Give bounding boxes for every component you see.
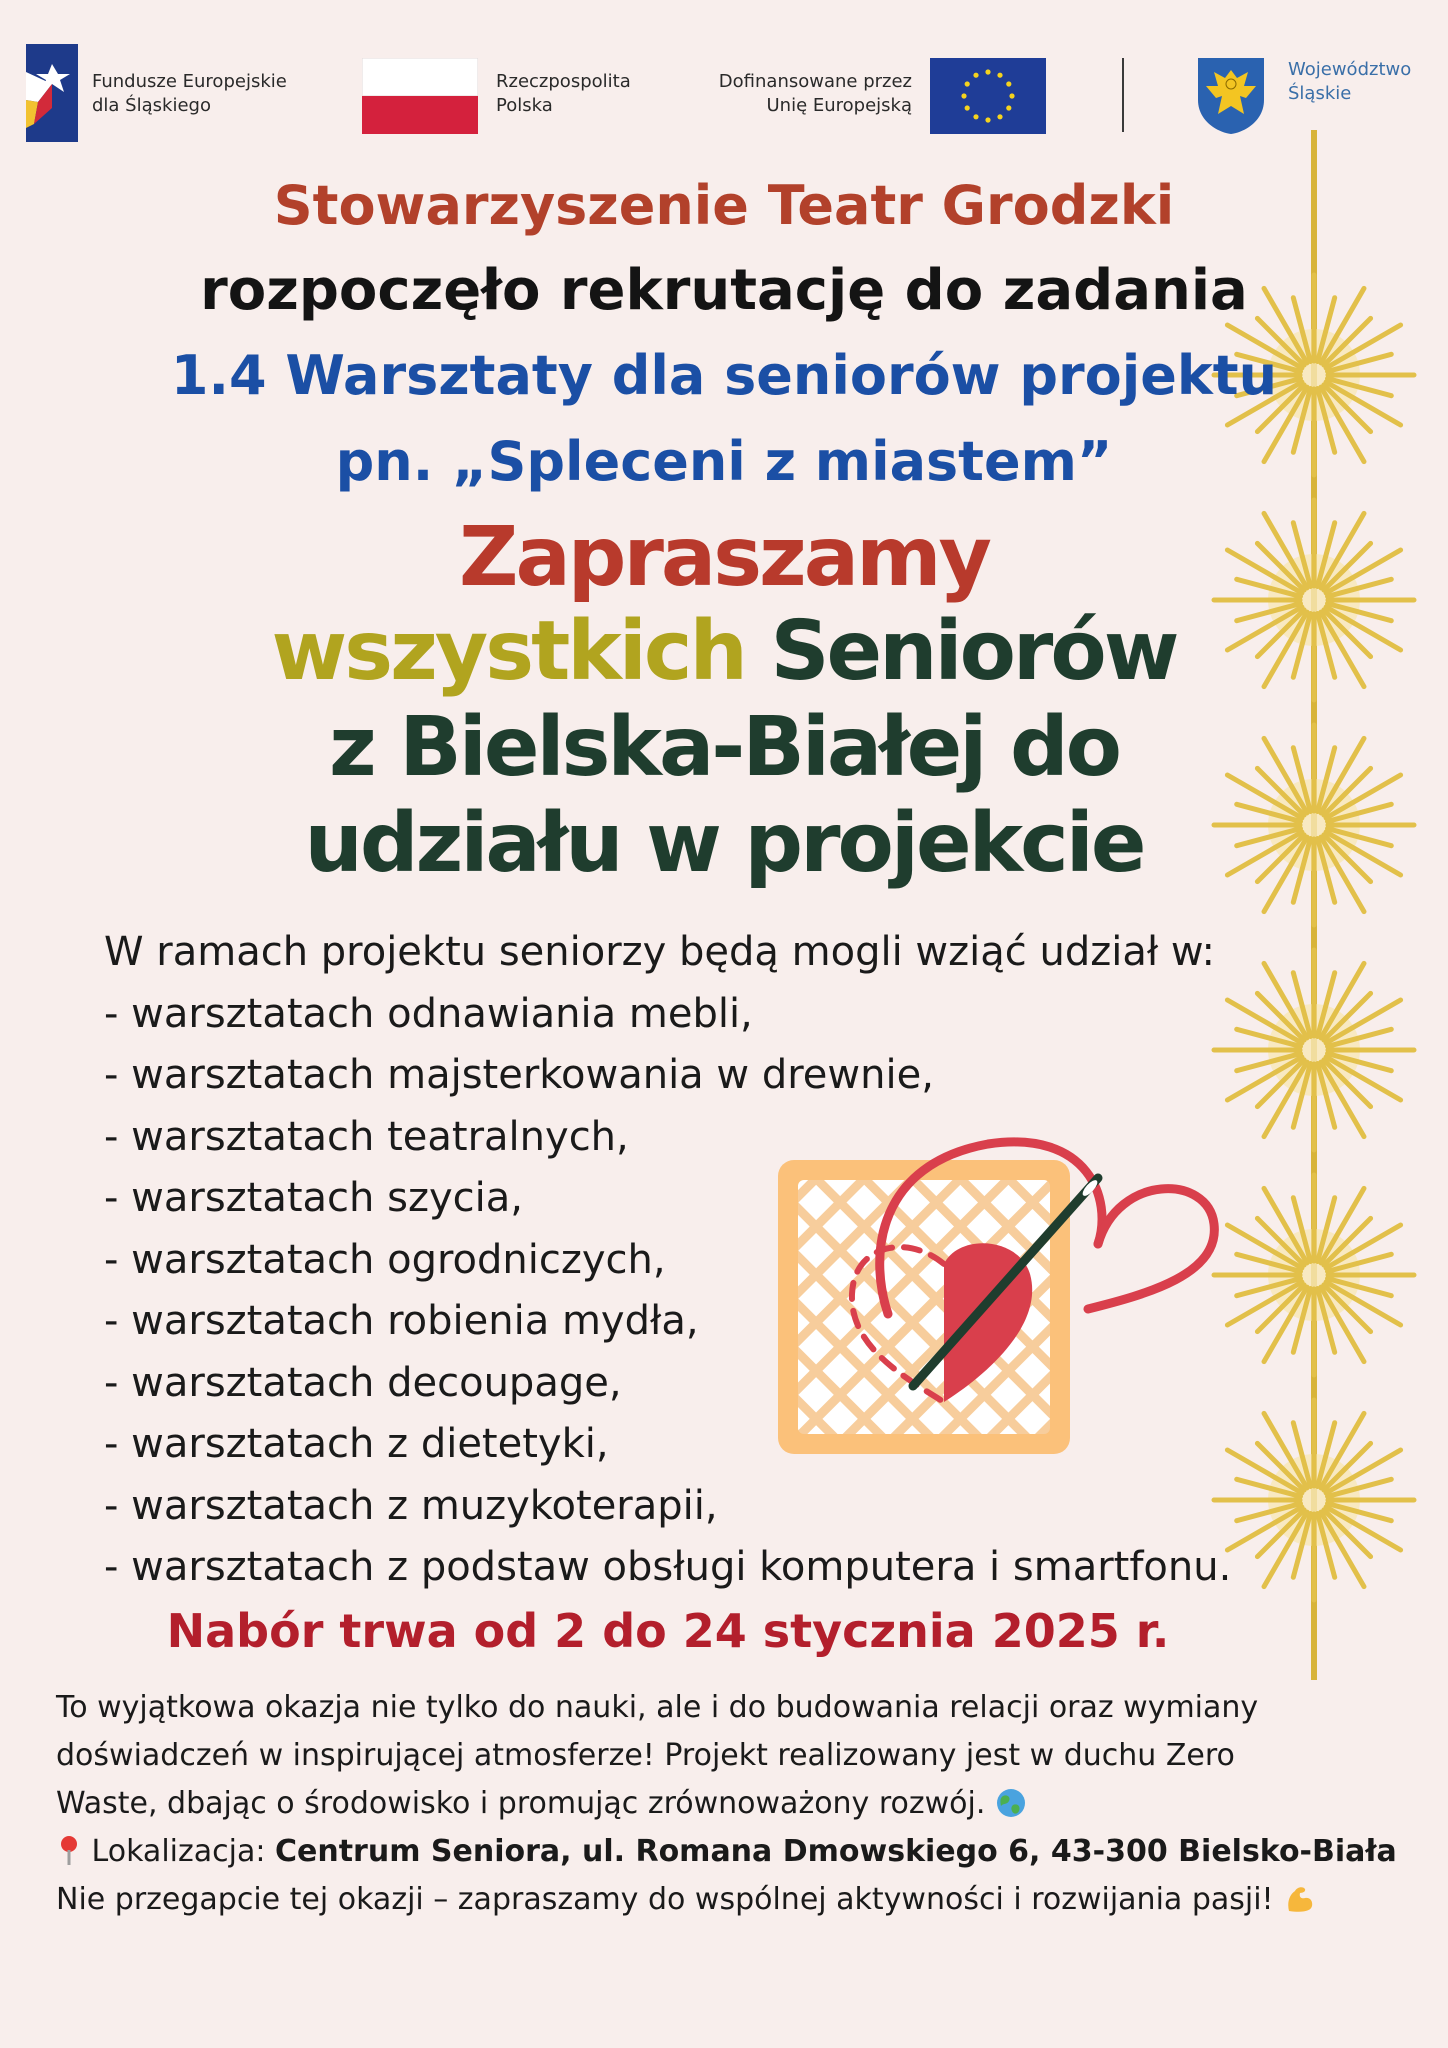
fe-logo-text <box>92 70 332 118</box>
closing-line <box>56 1876 1436 1924</box>
eu-flag-icon <box>930 58 1046 134</box>
header-divider <box>1122 58 1124 132</box>
ue-logo-line: Dofinansowane przez <box>718 71 912 92</box>
list-item: - warsztatach ogrodniczych, <box>104 1236 666 1283</box>
list-item: - warsztatach z muzykoterapii, <box>104 1482 718 1529</box>
invitation-line4: udziału w projekcie <box>304 796 1144 891</box>
location-line <box>56 1828 1436 1876</box>
list-item: - warsztatach decoupage, <box>104 1359 622 1406</box>
rp-logo-text <box>496 70 666 118</box>
ws-logo-line: Województwo <box>1288 59 1412 80</box>
list-item: - warsztatach z dietetyki, <box>104 1421 609 1467</box>
silesian-eagle-crest-icon <box>1196 56 1266 136</box>
invitation-word-all: wszystkich <box>271 604 745 699</box>
recruitment-dates: Nabór trwa od 2 do 24 stycznia 2025 r. <box>166 1604 1170 1658</box>
globe-icon <box>995 1787 1027 1819</box>
ws-logo-line: Śląskie <box>1288 83 1352 104</box>
fe-logo-line: dla Śląskiego <box>92 95 211 116</box>
closing-text: Nie przegapcie tej okazji – zapraszamy do wspólnej aktywności i rozwijania pasji! <box>56 1882 1274 1917</box>
footer-line: doświadczeń w inspirującej atmosferze! Projekt realizowany jest w duchu Zero <box>56 1738 1235 1773</box>
list-item: - warsztatach robienia mydła, <box>104 1298 699 1344</box>
footer-line: To wyjątkowa okazja nie tylko do nauki, ale i do budowania relacji oraz wymiany <box>56 1690 1259 1725</box>
task-title-line2: pn. „Spleceni z miastem” <box>335 430 1113 493</box>
embroidery-heart-illustration <box>768 1124 1238 1464</box>
invitation-line1: Zapraszamy <box>458 510 990 605</box>
fe-flag-icon <box>22 44 78 142</box>
flexed-biceps-icon <box>1283 1883 1315 1915</box>
ws-logo-text <box>1288 58 1438 106</box>
list-item: - warsztatach majsterkowania w drewnie, <box>104 1052 934 1098</box>
workshop-list-intro: W ramach projektu seniorzy będą mogli wziąć udział w: <box>104 929 1215 975</box>
invitation-line3: z Bielska-Białej do <box>329 700 1119 795</box>
location-label: Lokalizacja: <box>91 1834 275 1869</box>
invitation-line2 <box>0 604 1448 699</box>
footer-line-text: Waste, dbając o środowisko i promując zrównoważony rozwój. <box>56 1786 986 1821</box>
organization-name: Stowarzyszenie Teatr Grodzki <box>273 174 1175 237</box>
list-item: - warsztatach odnawiania mebli, <box>104 990 753 1037</box>
list-item: - warsztatach z podstaw obsługi komputera i smartfonu. <box>104 1544 1232 1590</box>
list-item: - warsztatach teatralnych, <box>104 1113 629 1160</box>
ue-logo-text <box>680 70 912 118</box>
rp-logo-line: Rzeczpospolita <box>496 71 631 92</box>
fe-logo-line: Fundusze Europejskie <box>92 71 287 92</box>
ue-logo-line: Unię Europejską <box>766 95 912 116</box>
list-item: - warsztatach szycia, <box>104 1175 523 1221</box>
invitation-word-seniors: Seniorów <box>744 604 1177 699</box>
footer-paragraph <box>56 1684 1436 1924</box>
polish-flag-icon <box>362 58 478 134</box>
footer-line <box>56 1780 1436 1828</box>
location-pin-icon <box>56 1834 82 1866</box>
rp-logo-line: Polska <box>496 95 553 116</box>
location-address: Centrum Seniora, ul. Romana Dmowskiego 6, 43-300 Bielsko-Biała <box>274 1834 1397 1869</box>
task-title-line1: 1.4 Warsztaty dla seniorów projektu <box>170 344 1278 407</box>
recruitment-started-heading: rozpoczęło rekrutację do zadania <box>200 258 1248 323</box>
